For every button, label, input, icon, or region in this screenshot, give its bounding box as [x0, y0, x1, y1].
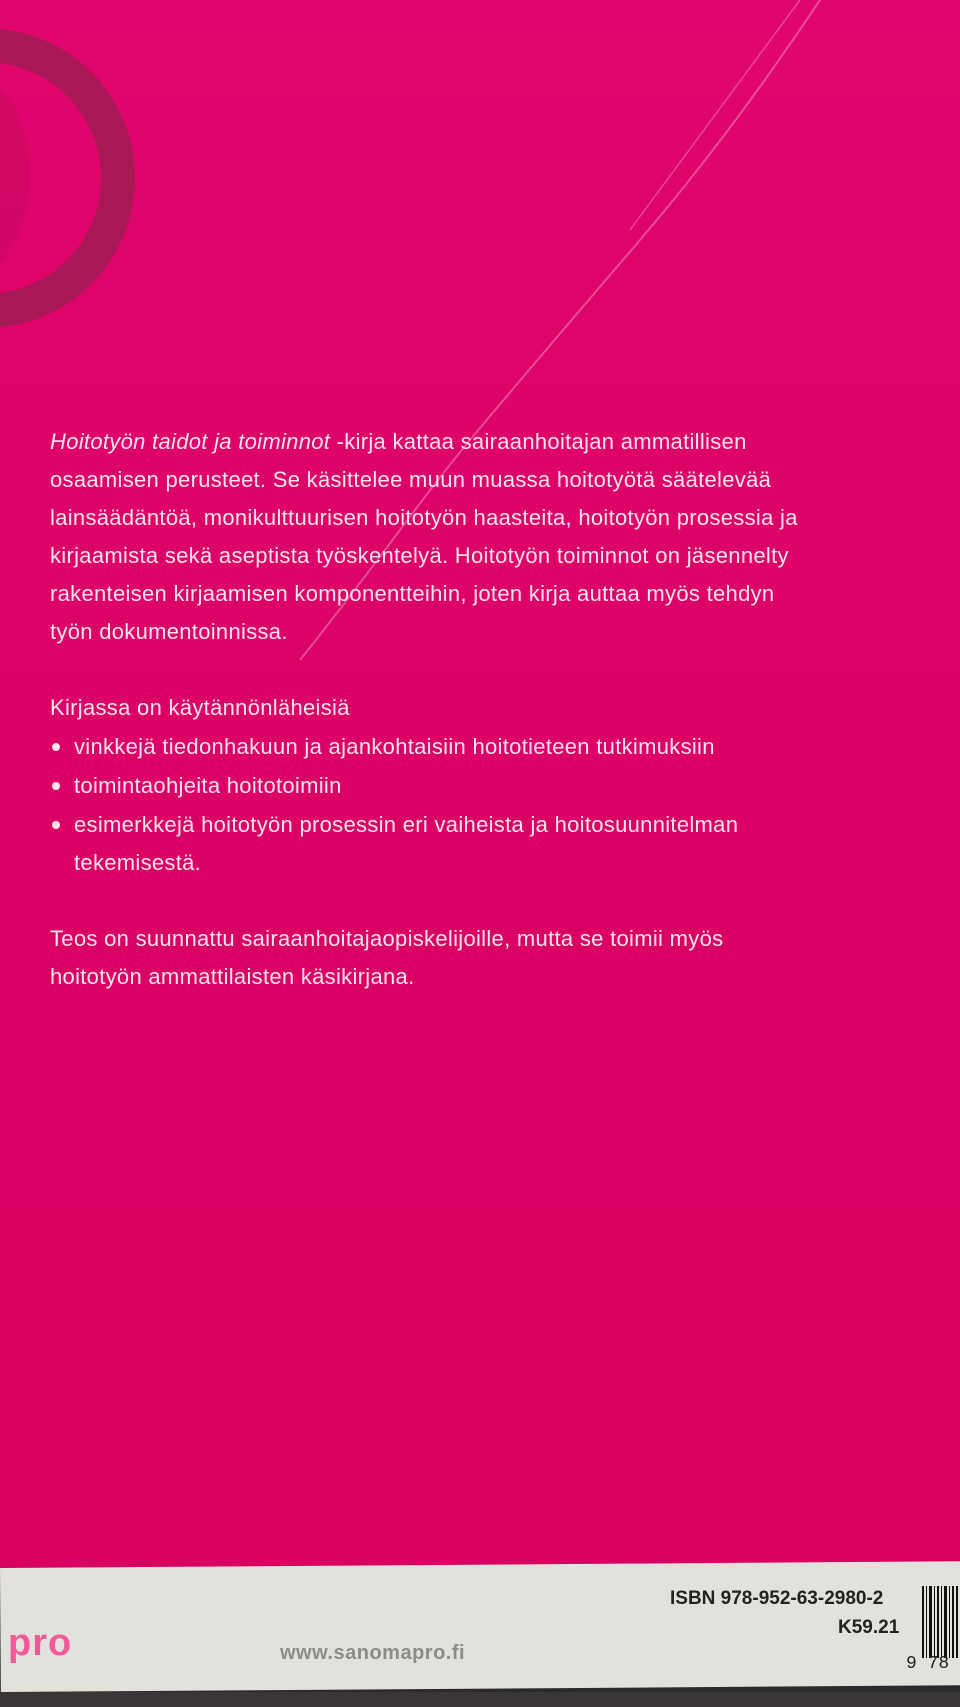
feature-list: [50, 728, 810, 882]
barcode-icon: [922, 1586, 960, 1658]
barcode-digits: 9 78: [906, 1654, 950, 1674]
footer-strip: [0, 1561, 960, 1692]
intro-paragraph: [50, 423, 810, 651]
publisher-logo: pro: [8, 1622, 73, 1664]
list-item: esimerkkejä hoitotyön prosessin eri vaiheista ja hoitosuunnitelman tekemisestä.: [50, 806, 810, 882]
class-code: K59.21: [838, 1617, 900, 1638]
list-intro: Kirjassa on käytännönläheisiä: [50, 695, 350, 720]
list-item: toimintaohjeita hoitotoimiin: [50, 767, 810, 805]
intro-rest: -kirja kattaa sairaanhoitajan ammatillisen osaamisen perusteet. Se käsittelee muun muassa hoitotyötä säätelevää lainsäädäntöä, monikulttuurisen hoitotyön haasteita, hoitotyön prosessia ja kirjaamista sekä aseptista työskentelyä. Hoitotyön toiminnot on jäsennelty rakenteisen kirjaamisen komponentteihin, joten kirja auttaa myös tehdyn työn dokumentoinnissa.: [50, 429, 798, 644]
closing-paragraph: Teos on suunnattu sairaanhoitajaopiskelijoille, mutta se toimii myös hoitotyön ammattilaisten käsikirjana.: [50, 926, 724, 989]
bottom-edge: [0, 1692, 960, 1707]
list-item: vinkkejä tiedonhakuun ja ajankohtaisiin hoitotieteen tutkimuksiin: [50, 728, 810, 766]
description-text: [50, 423, 810, 996]
isbn-label: ISBN 978-952-63-2980-2: [670, 1588, 884, 1609]
book-title: Hoitotyön taidot ja toiminnot: [50, 429, 331, 454]
publisher-url: www.sanomapro.fi: [280, 1642, 466, 1664]
